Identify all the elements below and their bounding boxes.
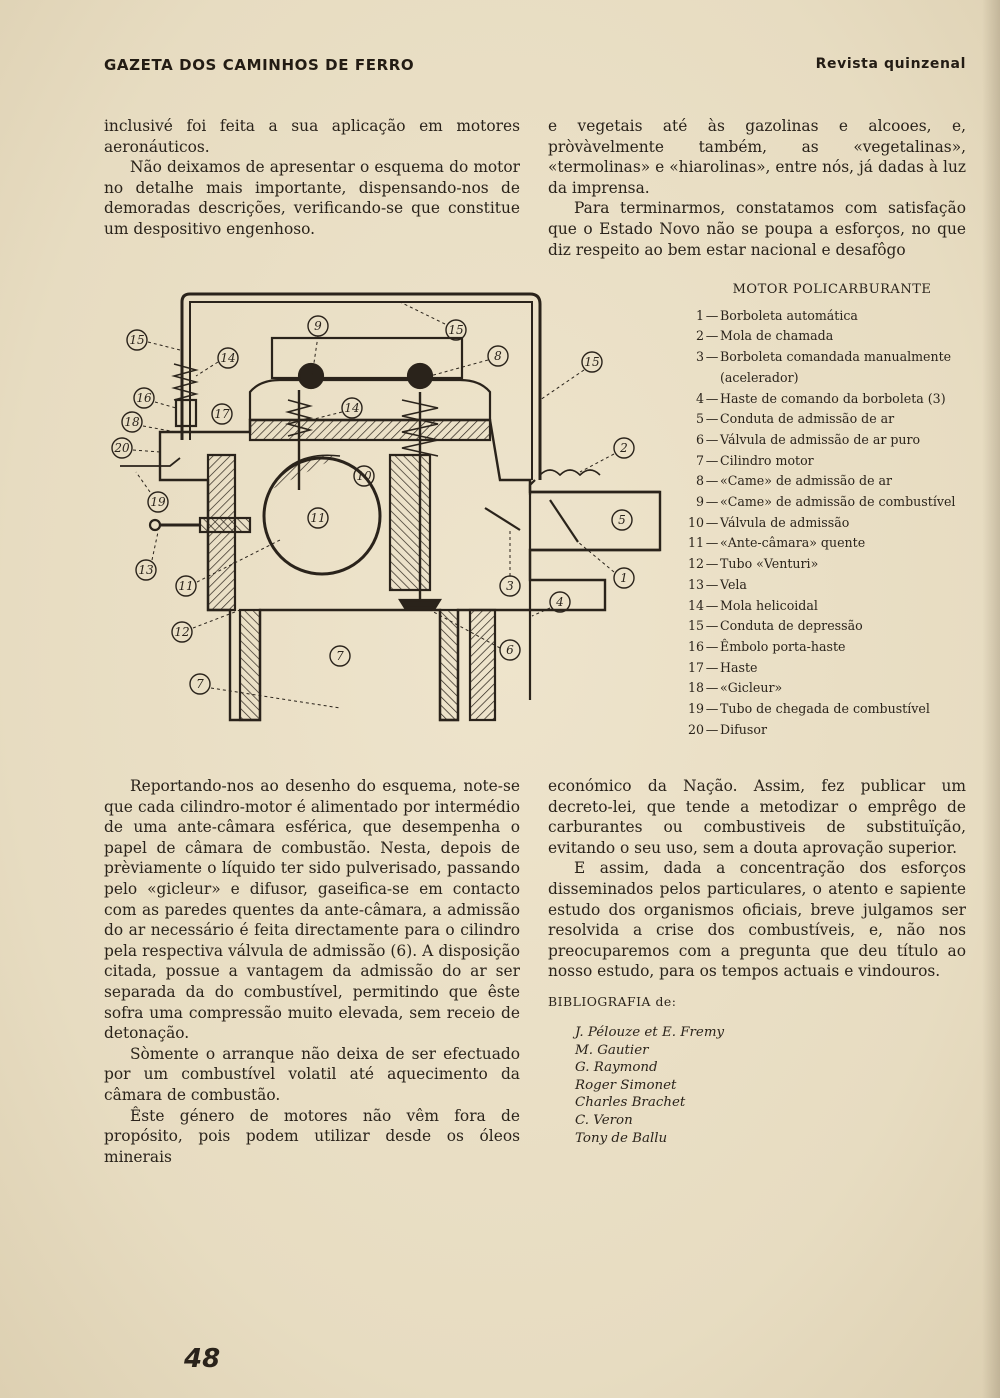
legend-item-number: 17 xyxy=(687,659,704,675)
svg-text:18: 18 xyxy=(124,415,140,429)
legend-dash: — xyxy=(705,328,719,344)
legend-dash: — xyxy=(705,390,719,406)
svg-text:10: 10 xyxy=(356,469,372,483)
legend-item xyxy=(682,596,972,617)
paragraph: Sòmente o arranque não deixa de ser efectuado por um combustível volatil até aquecimento da câmara de combustão. xyxy=(104,1044,520,1104)
legend-item-label: Mola helicoidal xyxy=(720,597,818,613)
bibliography-author: C. Veron xyxy=(575,1112,633,1128)
legend-item xyxy=(682,678,972,699)
legend-list xyxy=(682,306,972,741)
legend-item-label: Válvula de admissão de ar puro xyxy=(720,431,921,447)
text-column-bottom-right xyxy=(548,776,966,982)
callout-16 xyxy=(134,388,176,408)
svg-text:1: 1 xyxy=(620,571,628,585)
legend-item-number: 8 xyxy=(695,473,704,489)
callout-5 xyxy=(612,510,632,530)
callout-7-left xyxy=(190,674,340,708)
legend-dash: — xyxy=(705,494,719,510)
journal-frequency: Revista quinzenal xyxy=(815,56,966,72)
svg-text:11: 11 xyxy=(178,579,194,593)
callout-14-left xyxy=(196,348,238,376)
diagram-drawing xyxy=(120,294,660,720)
legend-item-label: Borboleta automática xyxy=(720,307,858,323)
legend-item xyxy=(682,637,972,658)
page-number: 48 xyxy=(184,1344,221,1374)
legend-item-label: Válvula de admissão xyxy=(720,514,850,530)
legend-dash: — xyxy=(705,349,719,365)
legend-item xyxy=(682,430,972,451)
legend-item xyxy=(682,492,972,513)
bibliography-author: J. Pélouze et E. Fremy xyxy=(575,1025,725,1040)
paragraph: e vegetais até às gazolinas e alcooes, e, pròvàvelmente também, as «vegetalinas», «termolinas» e «hiarolinas», entre nós, já dadas à luz da imprensa. xyxy=(548,117,966,197)
callout-4 xyxy=(532,592,570,616)
legend-item-number: 6 xyxy=(695,431,704,447)
legend-dash: — xyxy=(705,452,719,468)
legend-item-label: Conduta de depressão xyxy=(720,618,863,634)
legend-item-number: 19 xyxy=(687,701,704,717)
callout-15-top xyxy=(400,302,466,340)
legend-item-number: 20 xyxy=(687,721,704,737)
legend-dash: — xyxy=(705,597,719,613)
legend-dash: — xyxy=(705,680,719,696)
legend-item-number: 10 xyxy=(687,514,704,530)
svg-text:17: 17 xyxy=(214,407,230,421)
legend-item xyxy=(682,347,972,388)
legend-item-number: 5 xyxy=(695,411,704,427)
legend-item xyxy=(682,554,972,575)
bibliography-author: M. Gautier xyxy=(575,1042,649,1058)
legend-item-number: 2 xyxy=(695,328,704,344)
legend-dash: — xyxy=(705,431,719,447)
legend-item xyxy=(682,616,972,637)
legend-item-number: 3 xyxy=(695,349,704,365)
bibliography-author: Tony de Ballu xyxy=(575,1130,668,1146)
text-column-top-right xyxy=(548,116,966,260)
paragraph: económico da Nação. Assim, fez publicar um decreto-lei, que tende a metodizar o emprêgo de carburantes ou combustiveis de substituïção, evitando o seu uso, sem a douta aprovação superior. xyxy=(548,777,966,857)
callout-11-center xyxy=(308,508,328,528)
legend-item xyxy=(682,326,972,347)
svg-text:13: 13 xyxy=(138,563,154,577)
svg-text:6: 6 xyxy=(506,643,514,657)
legend-dash: — xyxy=(705,514,719,530)
legend-item-number: 18 xyxy=(687,680,704,696)
bibliography-author: G. Raymond xyxy=(575,1060,658,1076)
legend-item xyxy=(682,720,972,741)
legend-item xyxy=(682,306,972,327)
svg-text:8: 8 xyxy=(494,349,502,363)
legend-item-label: Borboleta comandada manualmente (acelerador) xyxy=(720,349,952,385)
callout-7-center xyxy=(330,646,350,666)
callout-2 xyxy=(580,438,634,472)
svg-text:20: 20 xyxy=(114,441,130,455)
svg-text:15: 15 xyxy=(584,355,600,369)
svg-text:14: 14 xyxy=(344,401,360,415)
bibliography-author: Roger Simonet xyxy=(575,1077,677,1093)
legend-dash: — xyxy=(705,576,719,592)
legend-item-number: 14 xyxy=(687,597,704,613)
paragraph: Não deixamos de apresentar o esquema do motor no detalhe mais importante, dispensando-nos de demoradas descrições, verificando-se que constitue um despositivo engenhoso. xyxy=(104,158,520,238)
legend-item xyxy=(682,699,972,720)
legend-dash: — xyxy=(705,618,719,634)
legend-item-label: Mola de chamada xyxy=(720,328,834,344)
paragraph: Êste género de motores não vêm fora de propósito, pois podem utilizar desde os óleos minerais xyxy=(104,1106,520,1166)
legend-item-label: Haste xyxy=(720,659,758,675)
legend-item-number: 1 xyxy=(695,307,704,323)
callout-18 xyxy=(122,412,176,432)
legend-item-label: «Gicleur» xyxy=(720,680,783,696)
legend-dash: — xyxy=(705,659,719,675)
legend-item-number: 12 xyxy=(687,556,704,572)
callout-20 xyxy=(112,438,160,458)
svg-text:16: 16 xyxy=(136,391,152,405)
legend-item-label: Cilindro motor xyxy=(720,452,814,468)
engine-diagram xyxy=(100,280,680,740)
legend-item-label: Haste de comando da borboleta (3) xyxy=(720,390,946,406)
svg-text:7: 7 xyxy=(336,649,344,663)
legend-dash: — xyxy=(705,411,719,427)
legend-dash: — xyxy=(705,721,719,737)
legend-item-number: 4 xyxy=(695,390,704,406)
legend-item xyxy=(682,575,972,596)
bibliography-author: Charles Brachet xyxy=(575,1095,686,1111)
callout-14-mid xyxy=(310,398,362,420)
svg-text:9: 9 xyxy=(314,319,322,333)
svg-text:11: 11 xyxy=(310,511,326,525)
callout-8 xyxy=(430,346,508,376)
legend-item xyxy=(682,513,972,534)
legend-item-label: «Came» de admissão de ar xyxy=(720,473,893,489)
legend-dash: — xyxy=(705,556,719,572)
journal-title: GAZETA DOS CAMINHOS DE FERRO xyxy=(104,56,415,74)
svg-text:15: 15 xyxy=(448,323,464,337)
paragraph: inclusivé foi feita a sua aplicação em motores aeronáuticos. xyxy=(104,117,520,156)
legend-item xyxy=(682,409,972,430)
legend-item-number: 15 xyxy=(687,618,704,634)
legend-item-label: Vela xyxy=(720,576,747,592)
legend-dash: — xyxy=(705,535,719,551)
callout-10 xyxy=(354,466,374,486)
svg-text:5: 5 xyxy=(618,513,626,527)
legend-item-number: 13 xyxy=(687,576,704,592)
svg-text:7: 7 xyxy=(196,677,204,691)
callout-15-left xyxy=(127,330,180,350)
paragraph: Para terminarmos, constatamos com satisfação que o Estado Novo não se poupa a esforços, no que diz respeito ao bem estar nacional e desafôgo xyxy=(548,199,966,259)
paragraph: E assim, dada a concentração dos esforços disseminados pelos particulares, o atento e sapiente estudo dos organismos oficiais, breve julgamos ser resolvida a crise dos combustíveis, e, não nos preocuparemos com a pregunta que deu título ao nosso estudo, para os tempos actuais e vindouros. xyxy=(548,859,966,981)
callout-13 xyxy=(136,532,158,580)
legend-item xyxy=(682,658,972,679)
callout-3 xyxy=(500,530,520,596)
legend-item-label: Difusor xyxy=(720,721,767,737)
legend-item xyxy=(682,533,972,554)
paragraph: Reportando-nos ao desenho do esquema, note-se que cada cilindro-motor é alimentado por intermédio de uma ante-câmara esférica, que desempenha o papel de câmara de combustão. Nesta, depois de prèviamente o líquido ter sido pulverisado, passando pelo «gicleur» e difusor, gaseifica-se em contacto com as paredes quentes da ante-câmara, a admissão do ar necessário é feita directamente para o cilindro pela respectiva válvula de admissão (6). A disposição citada, possue a vantagem da admissão do ar ser separada da do combustível, permitindo que êste sofra uma compressão muito elevada, sem receio de detonação. xyxy=(104,777,520,1043)
diagram-legend xyxy=(682,280,972,740)
legend-dash: — xyxy=(705,307,719,323)
legend-item-label: Tubo «Venturi» xyxy=(720,556,819,572)
legend-item-label: «Ante-câmara» quente xyxy=(720,535,866,551)
svg-text:15: 15 xyxy=(129,333,145,347)
legend-item xyxy=(682,389,972,410)
legend-item xyxy=(682,451,972,472)
bibliography-heading: BIBLIOGRAFIA de: xyxy=(548,994,677,1009)
page-edge-shadow xyxy=(982,0,1000,1398)
svg-text:4: 4 xyxy=(556,595,564,609)
legend-item-number: 11 xyxy=(687,535,704,551)
svg-text:12: 12 xyxy=(174,625,190,639)
bibliography-list xyxy=(575,1024,724,1147)
legend-item-label: Êmbolo porta-haste xyxy=(720,638,846,654)
text-column-bottom-left xyxy=(104,776,520,1167)
svg-text:19: 19 xyxy=(150,495,166,509)
svg-text:14: 14 xyxy=(220,351,236,365)
svg-text:2: 2 xyxy=(620,441,628,455)
legend-item-label: Tubo de chegada de combustível xyxy=(720,701,930,717)
text-column-top-left xyxy=(104,116,520,240)
legend-item xyxy=(682,471,972,492)
legend-title: MOTOR POLICARBURANTE xyxy=(732,282,932,297)
legend-item-number: 16 xyxy=(687,638,704,654)
callout-15-right xyxy=(540,352,602,400)
legend-item-label: Conduta de admissão de ar xyxy=(720,411,895,427)
legend-dash: — xyxy=(705,473,719,489)
legend-dash: — xyxy=(705,638,719,654)
legend-dash: — xyxy=(705,701,719,717)
legend-item-number: 7 xyxy=(695,452,704,468)
svg-text:3: 3 xyxy=(506,579,514,593)
callout-19 xyxy=(136,472,168,512)
callout-17 xyxy=(212,404,232,424)
legend-item-number: 9 xyxy=(695,494,704,510)
legend-item-label: «Came» de admissão de combustível xyxy=(720,494,956,510)
